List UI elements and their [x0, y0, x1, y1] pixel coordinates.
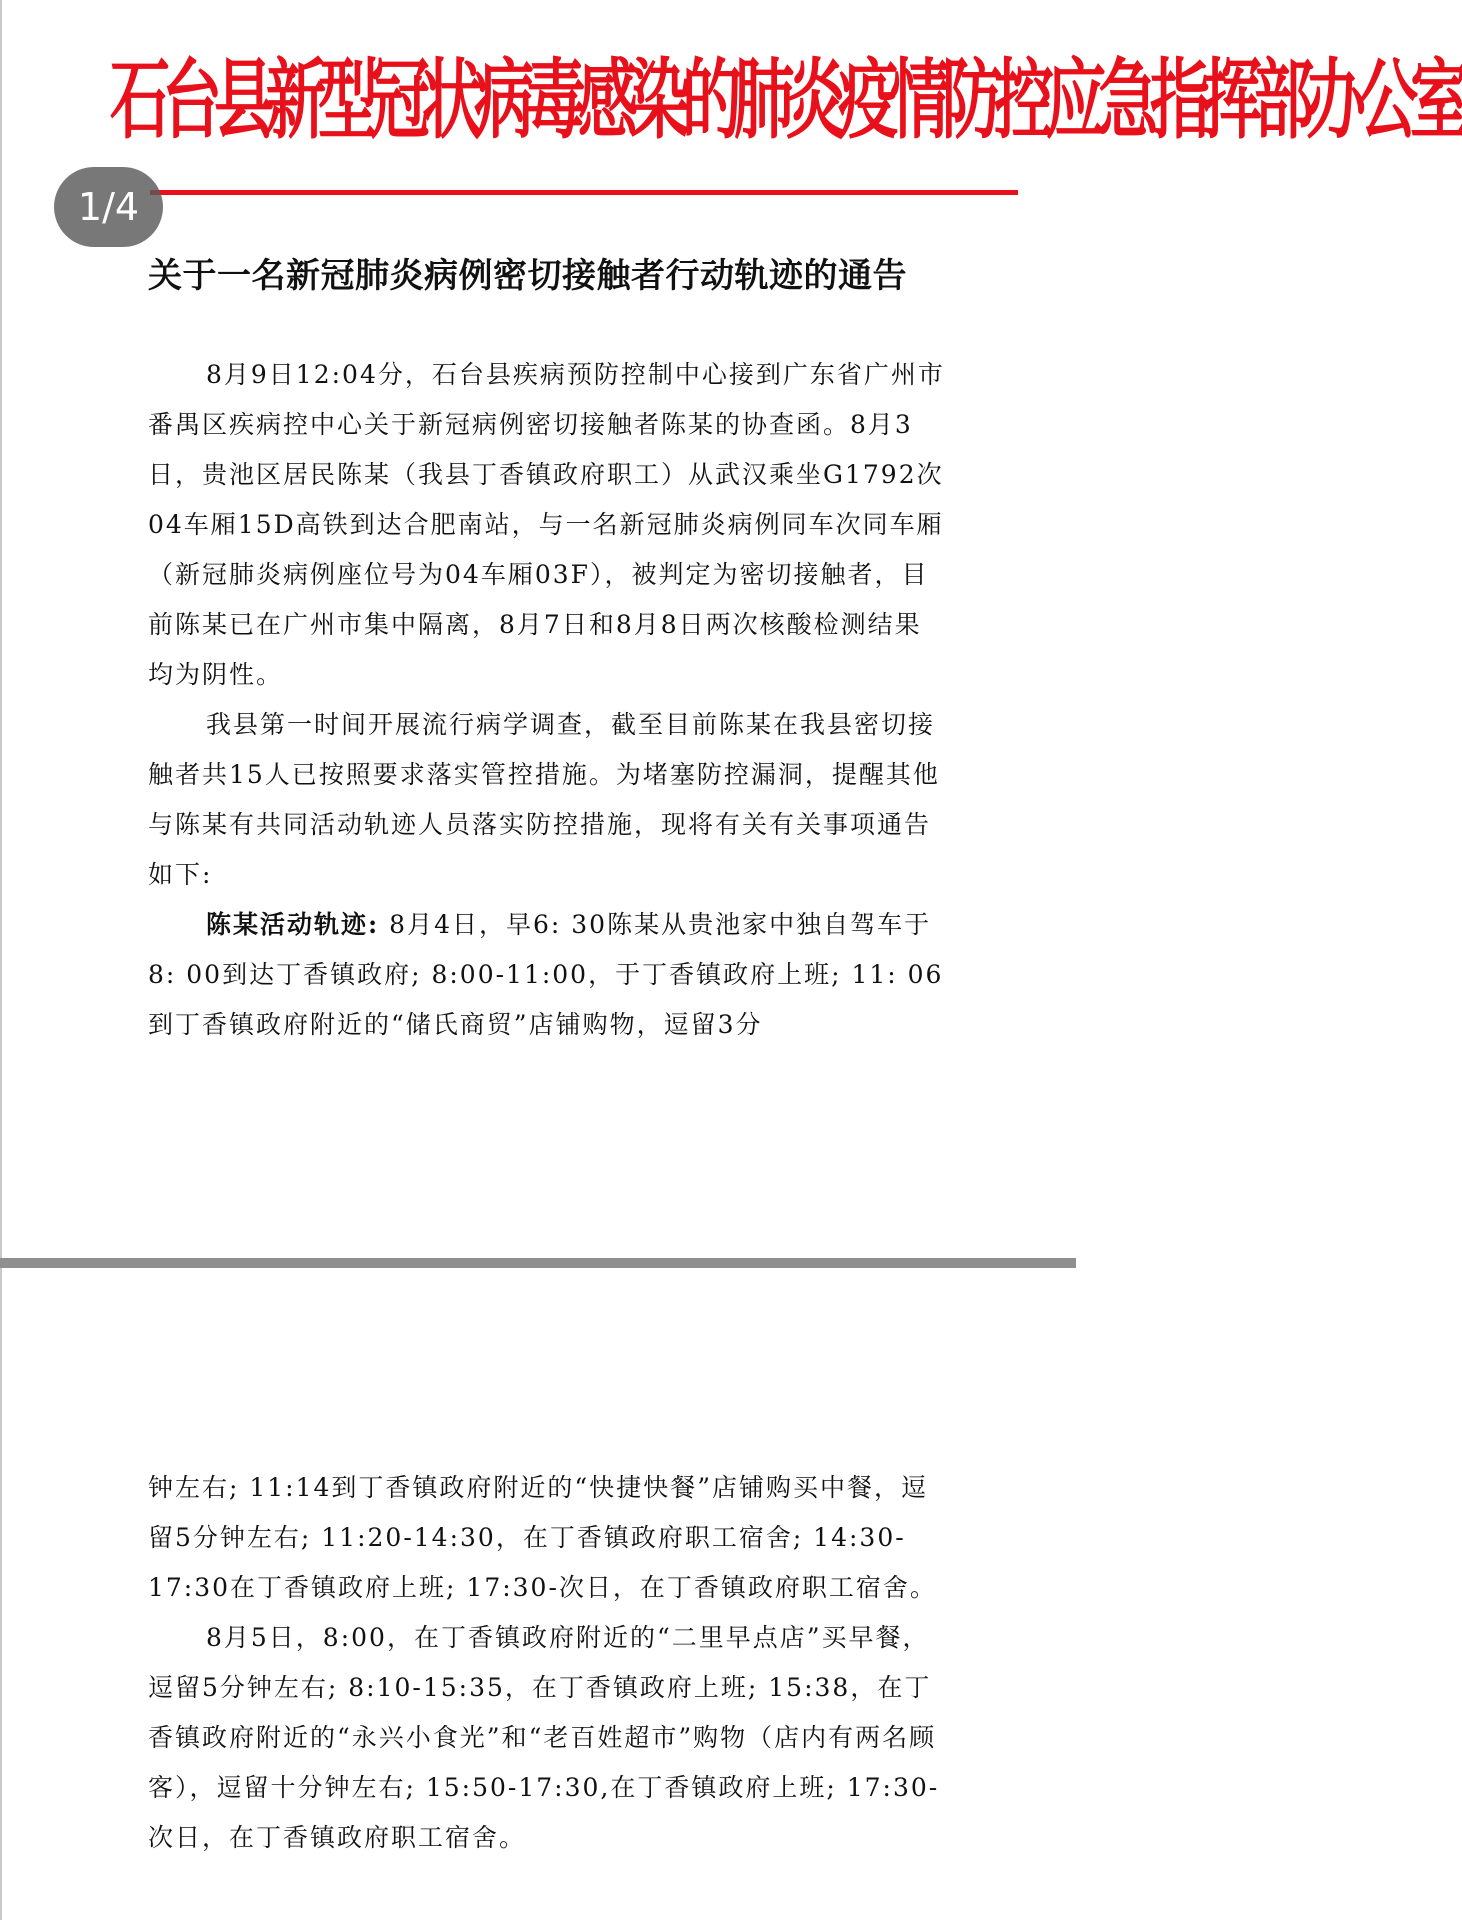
masthead-title: 石台县新型冠状病毒感染的肺炎疫情防控应急指挥部办公室 [110, 50, 1462, 152]
paragraph-1: 8月9日12:04分，石台县疾病预防控制中心接到广东省广州市番禺区疾病控中心关于新冠病例密切接触者陈某的协查函。8月3日，贵池区居民陈某（我县丁香镇政府职工）从武汉乘坐G1792次04车厢15D高铁到达合肥南站，与一名新冠肺炎病例同车次同车厢（新冠肺炎病例座位号为04车厢03F），被判定为密切接触者，目前陈某已在广州市集中隔离，8月7日和8月8日两次核酸检测结果均为阴性。 [148, 360, 945, 689]
document-title: 关于一名新冠肺炎病例密切接触者行动轨迹的通告 [148, 256, 907, 296]
paragraph-3-continued: 钟左右; 11:14到丁香镇政府附近的“快捷快餐”店铺购买中餐，逗留5分钟左右; 11:20-14:30，在丁香镇政府职工宿舍; 14:30-17:30在丁香镇政府上班; 17:30-次日，在丁香镇政府职工宿舍。 [148, 1473, 937, 1602]
paragraph-4: 8月5日，8:00，在丁香镇政府附近的“二里早点店”买早餐，逗留5分钟左右; 8:10-15:35，在丁香镇政府上班; 15:38，在丁香镇政府附近的“永兴小食光”和“老百姓超市”购物（店内有两名顾客），逗留十分钟左右; 15:50-17:30,在丁香镇政府上班; 17:30-次日，在丁香镇政府职工宿舍。 [148, 1623, 940, 1852]
body-text-page-2 [148, 1463, 948, 1863]
paragraph-3 [148, 900, 948, 1050]
activity-track-text: 8月4日，早6: 30陈某从贵池家中独自驾车于8: 00到达丁香镇政府; 8:00-11:00，于丁香镇政府上班; 11: 06到丁香镇政府附近的“储氏商贸”店铺购物，逗留3分 [148, 910, 944, 1039]
page-counter-badge: 1/4 [54, 167, 163, 247]
body-text-page-1 [148, 350, 948, 1050]
paragraph-2: 我县第一时间开展流行病学调查，截至目前陈某在我县密切接触者共15人已按照要求落实管控措施。为堵塞防控漏洞，提醒其他与陈某有共同活动轨迹人员落实防控措施，现将有关有关事项通告如下: [148, 710, 940, 889]
document-page-2 [0, 1268, 1076, 1920]
page-divider [0, 1258, 1076, 1268]
activity-track-label: 陈某活动轨迹: [206, 910, 380, 939]
masthead-red-rule [150, 190, 1018, 195]
